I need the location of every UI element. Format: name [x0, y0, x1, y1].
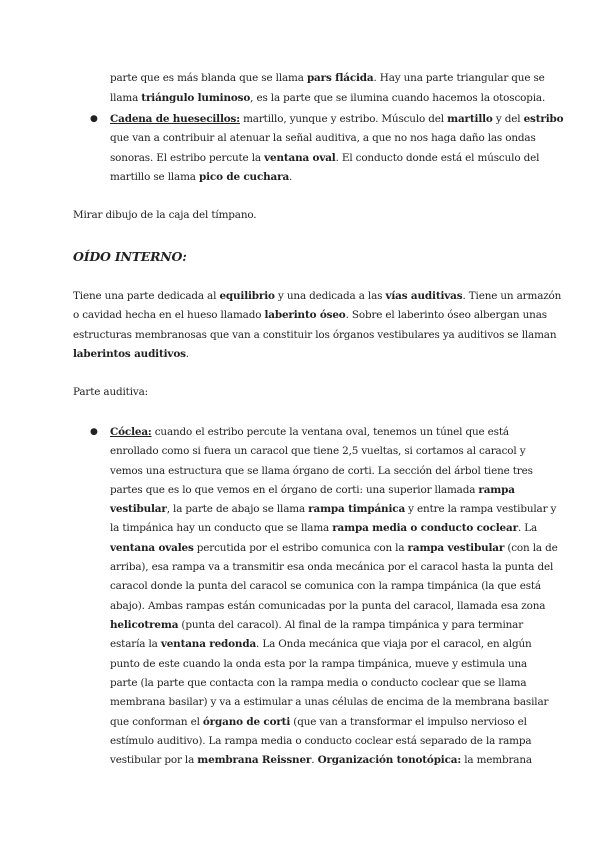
text-line: vestibular por la membrana Reissner. Organización tonotópica: la membrana: [110, 754, 532, 766]
text-line: o cavidad hecha en el hueso llamado laberinto óseo. Sobre el laberinto óseo albergan unas: [73, 309, 547, 321]
section-heading: OÍDO INTERNO:: [73, 249, 187, 264]
text-line: que conforman el órgano de corti (que van a transformar el impulso nervioso el: [110, 716, 527, 728]
text-line: parte (la parte que contacta con la rampa media o conducto coclear que se llama: [110, 677, 527, 689]
text-line: arriba), esa rampa va a transmitir esa onda mecánica por el caracol hasta la punta del: [110, 561, 554, 573]
text-line: sonoras. El estribo percute la ventana oval. El conducto donde está el músculo del: [110, 152, 540, 164]
text-line: vestibular, la parte de abajo se llama rampa timpánica y entre la rampa vestibular y: [110, 503, 557, 515]
text-line: helicotrema (punta del caracol). Al final de la rampa timpánica y para terminar: [110, 619, 524, 631]
text-line: partes que es lo que vemos en el órgano de corti: una superior llamada rampa: [110, 484, 515, 496]
text-line: Cóclea: cuando el estribo percute la ventana oval, tenemos un túnel que está: [110, 426, 509, 438]
text-line: abajo). Ambas rampas están comunicadas por la punta del caracol, llamada esa zona: [110, 600, 546, 612]
text-line: estructuras membranosas que van a constituir los órganos vestibulares ya auditivos se llaman: [73, 329, 557, 341]
text-line: estaría la ventana redonda. La Onda mecánica que viaja por el caracol, en algún: [110, 638, 532, 650]
bullet-icon: ●: [90, 427, 98, 437]
text-line: membrana basilar) y va a estimular a unas células de encima de la membrana basilar: [110, 696, 549, 708]
text-line: ventana ovales percutida por el estribo comunica con la rampa vestibular (con la de: [110, 542, 558, 554]
text-line: parte que es más blanda que se llama pars flácida. Hay una parte triangular que se: [110, 72, 545, 84]
text-line: enrollado como si fuera un caracol que tiene 2,5 vueltas, si cortamos al caracol y: [110, 445, 526, 457]
text-line: la timpánica hay un conducto que se llama rampa media o conducto coclear. La: [110, 522, 538, 534]
text-line: Mirar dibujo de la caja del tímpano.: [73, 209, 257, 221]
text-line: punto de este cuando la onda esta por la rampa timpánica, mueve y estimula una: [110, 658, 528, 670]
text-line: Cadena de huesecillos: martillo, yunque y estribo. Músculo del martillo y del estribo: [110, 113, 564, 125]
text-line: martillo se llama pico de cuchara.: [110, 171, 293, 183]
bullet-icon: ●: [90, 114, 98, 124]
text-line: vemos una estructura que se llama órgano de corti. La sección del árbol tiene tres: [110, 465, 533, 477]
text-line: estímulo auditivo). La rampa media o conducto coclear está separado de la rampa: [110, 735, 532, 747]
text-line: Parte auditiva:: [73, 386, 148, 398]
text-line: Tiene una parte dedicada al equilibrio y una dedicada a las vías auditivas. Tiene un armazón: [73, 290, 562, 302]
text-line: caracol donde la punta del caracol se comunica con la rampa timpánica (la que está: [110, 580, 541, 592]
text-line: laberintos auditivos.: [73, 348, 189, 360]
text-line: que van a contribuir al atenuar la señal auditiva, a que no nos haga daño las ondas: [110, 132, 536, 144]
text-line: llama triángulo luminoso, es la parte que se ilumina cuando hacemos la otoscopia.: [110, 92, 546, 104]
